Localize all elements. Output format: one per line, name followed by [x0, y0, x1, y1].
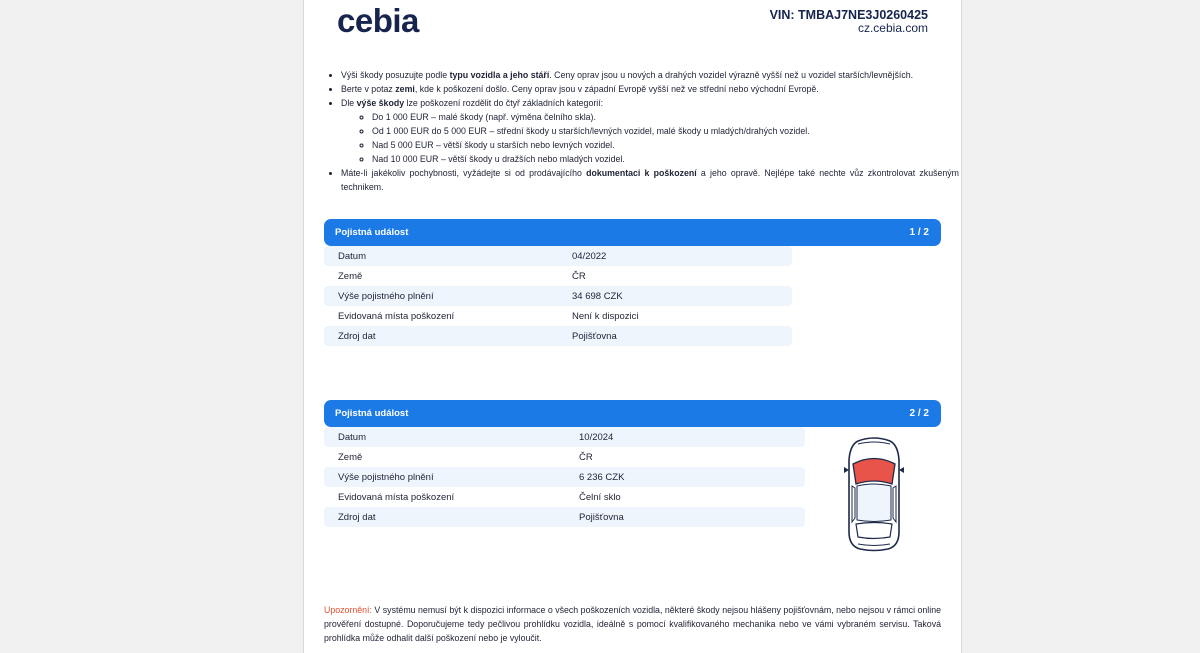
row-value: ČR	[572, 270, 586, 282]
site-url: cz.cebia.com	[857, 21, 928, 35]
damage-categories-list	[341, 110, 959, 166]
table-row	[324, 427, 805, 447]
event-title: Pojistná událost	[335, 227, 409, 238]
row-label: Výše pojistného plnění	[338, 471, 434, 483]
tips-list	[324, 68, 959, 194]
category-item: ◦ Nad 10 000 EUR – větší škody u dražších nebo mladých vozidel.	[372, 152, 959, 166]
tip-item: • Máte-li jakékoliv pochybnosti, vyžádejte si od prodávajícího dokumentaci k poškození a jeho opravě. Nejlépe také nechte vůz zkontrolovat zkušeným technikem.	[341, 166, 959, 194]
row-value: ČR	[579, 451, 593, 463]
row-label: Evidovaná místa poškození	[338, 310, 455, 322]
category-item: ◦ Do 1 000 EUR – malé škody (např. výměna čelního skla).	[372, 110, 959, 124]
row-value: Čelní sklo	[579, 491, 621, 503]
row-label: Zdroj dat	[338, 511, 376, 523]
row-label: Země	[338, 451, 363, 463]
table-row	[324, 326, 792, 346]
category-item: ◦ Nad 5 000 EUR – větší škody u starších nebo levných vozidel.	[372, 138, 959, 152]
row-label: Evidovaná místa poškození	[338, 491, 455, 503]
table-row	[324, 266, 792, 286]
table-row	[324, 467, 805, 487]
table-row	[324, 286, 792, 306]
row-label: Výše pojistného plnění	[338, 290, 434, 302]
vin-number: VIN: TMBAJ7NE3J0260425	[769, 8, 928, 22]
insurance-event-card-2	[324, 400, 941, 527]
cebia-logo: cebia	[337, 2, 419, 39]
car-top-view-icon	[844, 436, 904, 552]
table-row	[324, 507, 805, 527]
event-details	[324, 246, 792, 346]
event-page-indicator: 1 / 2	[909, 227, 929, 238]
event-page-indicator: 2 / 2	[909, 408, 929, 419]
row-label: Datum	[338, 250, 366, 262]
table-row	[324, 487, 805, 507]
warning-note	[324, 603, 941, 645]
report-page	[303, 0, 962, 653]
row-label: Datum	[338, 431, 366, 443]
table-row	[324, 447, 805, 467]
category-item: ◦ Od 1 000 EUR do 5 000 EUR – střední škody u starších/levných vozidel, malé škody u mladých/drahých vozidel.	[372, 124, 959, 138]
insurance-event-card-1	[324, 219, 941, 346]
event-title: Pojistná událost	[335, 408, 409, 419]
row-label: Zdroj dat	[338, 330, 376, 342]
tip-item: • Dle výše škody lze poškození rozdělit do čtyř základních kategorií: ◦ Do 1 000 EUR – malé škody (např. výměna čelního skla). ◦ Od 1 000 EUR do 5 000 EUR – střední škody u starších/levných vozidel, malé škody u mladých/drahých vozidel. ◦ Nad 5 000 EUR – větší škody u starších nebo levných vozidel. ◦ Nad 10 000 EUR – větší škody u dražších nebo mladých vozidel.	[341, 96, 959, 166]
row-value: 04/2022	[572, 250, 607, 262]
row-value: Není k dispozici	[572, 310, 639, 322]
table-row	[324, 306, 792, 326]
event-header	[324, 400, 941, 427]
row-value: 34 698 CZK	[572, 290, 623, 302]
event-header	[324, 219, 941, 246]
row-value: 6 236 CZK	[579, 471, 625, 483]
row-value: Pojišťovna	[579, 511, 624, 523]
tip-item: • Berte v potaz zemi, kde k poškození došlo. Ceny oprav jsou v západní Evropě vyšší než ve střední nebo východní Evropě.	[341, 82, 959, 96]
windshield-damage	[853, 459, 895, 485]
table-row	[324, 246, 792, 266]
tip-item: • Výši škody posuzujte podle typu vozidla a jeho stáří. Ceny oprav jsou u nových a drahých vozidel výrazně vyšší než u vozidel starších/levnějších.	[341, 68, 959, 82]
row-label: Země	[338, 270, 363, 282]
warning-text: V systému nemusí být k dispozici informace o všech poškozeních vozidla, některé škody nejsou hlášeny pojišťovnám, nebo nejsou v rámci online prověření dostupné. Doporučujeme tedy pečlivou prohlídku vozidla, ideálně s pomocí kvalifikovaného mechanika nebo ve vámi vybraném servisu. Taková prohlídka může odhalit další poškození nebo je vyloučit.	[324, 605, 941, 643]
warning-label: Upozornění:	[324, 605, 372, 615]
row-value: Pojišťovna	[572, 330, 617, 342]
event-details	[324, 427, 805, 527]
row-value: 10/2024	[579, 431, 614, 443]
